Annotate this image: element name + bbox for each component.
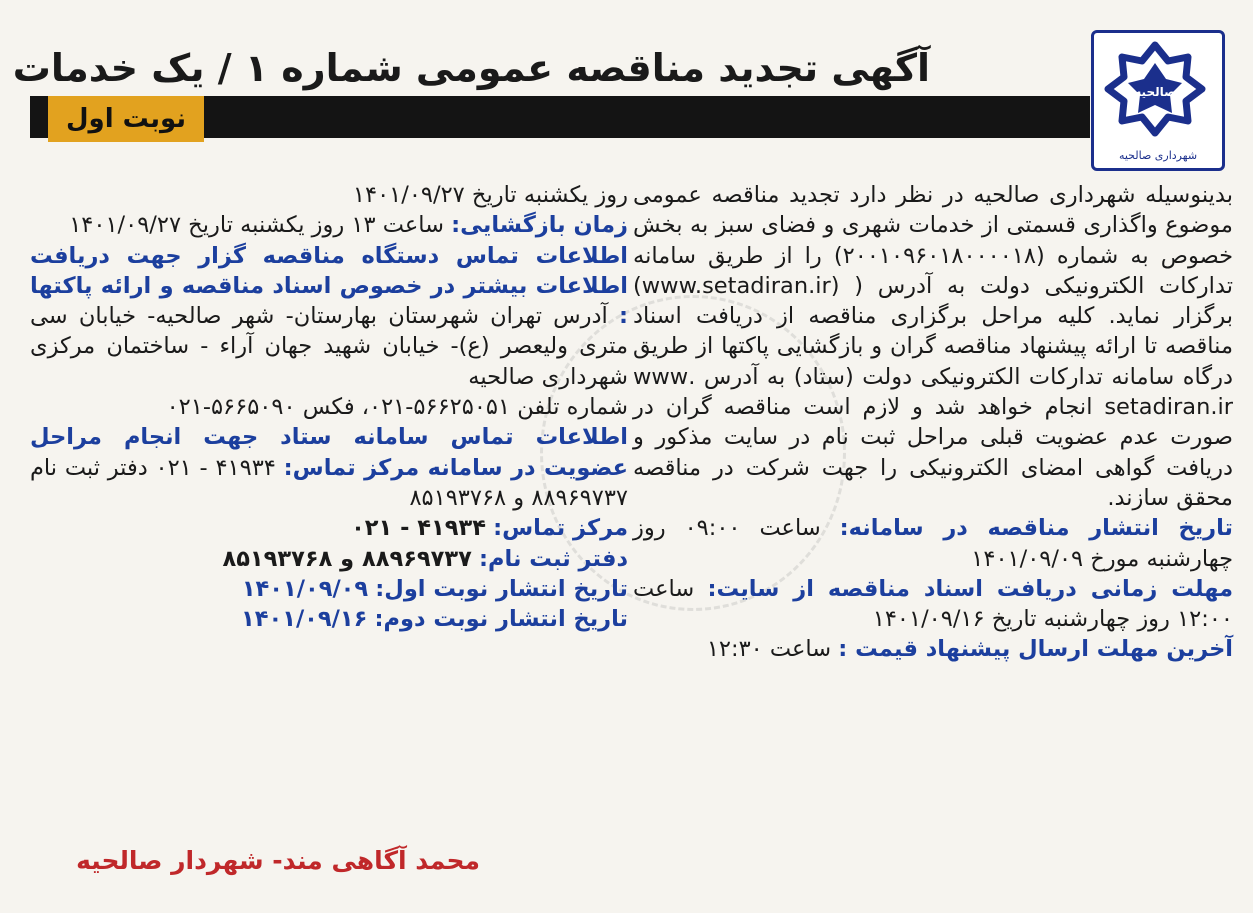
first-publish-value: ۱۴۰۱/۰۹/۰۹ xyxy=(241,575,369,602)
notice-header xyxy=(12,10,1245,178)
setad-contact-paragraph xyxy=(30,422,628,513)
second-publish-label: تاریخ انتشار نوبت دوم: xyxy=(374,606,628,633)
docs-deadline-value: ساعت ۱۲:۰۰ روز چهارشنبه تاریخ ۱۴۰۱/۰۹/۱۶ xyxy=(633,575,1233,633)
docs-deadline-label: مهلت زمانی دریافت اسناد مناقصه از سایت: xyxy=(707,575,1234,602)
registry-line xyxy=(30,544,628,574)
phone-line: شماره تلفن ۵۶۶۲۵۰۵۱-۰۲۱، فکس ۵۶۶۵۰۹۰-۰۲۱ xyxy=(166,394,628,421)
opening-line xyxy=(30,210,628,240)
registry-value: ۸۸۹۶۹۷۳۷ و ۸۵۱۹۳۷۶۸ xyxy=(222,545,472,572)
signer-name: محمد آگاهی مند- شهردار صالحیه xyxy=(76,846,480,875)
contact-label: اطلاعات تماس دستگاه مناقصه گزار جهت دریافت اطلاعات بیشتر در خصوص اسناد مناقصه و ارائه پاکتها : xyxy=(30,242,628,330)
offer-deadline-label: آخرین مهلت ارسال پیشنهاد قیمت : xyxy=(838,636,1233,663)
registry-label: دفتر ثبت نام: xyxy=(479,545,628,572)
offer-deadline-line xyxy=(633,634,1233,664)
right-column xyxy=(633,180,1233,665)
opening-value: ساعت ۱۳ روز یکشنبه تاریخ ۱۴۰۱/۰۹/۲۷ xyxy=(69,212,444,239)
issue-badge: نوبت اول xyxy=(48,96,204,142)
docs-deadline-line xyxy=(633,574,1233,635)
publish-date-label: تاریخ انتشار مناقصه در سامانه: xyxy=(839,515,1234,542)
notice-title: آگهی تجدید مناقصه عمومی شماره ۱ / یک خدمات xyxy=(12,46,930,90)
offer-deadline-continued: روز یکشنبه تاریخ ۱۴۰۱/۰۹/۲۷ xyxy=(352,182,628,208)
second-publish-value: ۱۴۰۱/۰۹/۱۶ xyxy=(241,606,368,633)
contact-address: آدرس تهران شهرستان بهارستان- شهر صالحیه- خیابان سی متری ولیعصر (ع)- خیابان شهید جهان آراء - ساختمان مرکزی شهرداری صالحیه xyxy=(30,303,628,390)
setad-contact-value: ۴۱۹۳۴ - ۰۲۱ دفتر ثبت نام ۸۸۹۶۹۷۳۷ و ۸۵۱۹۳۷۶۸ xyxy=(30,454,628,511)
logo-caption: شهرداری صالحیه xyxy=(1118,149,1198,162)
svg-text:صالحیه: صالحیه xyxy=(1134,85,1176,99)
municipality-logo xyxy=(1091,30,1225,171)
setad-contact-label: اطلاعات تماس سامانه ستاد جهت انجام مراحل عضویت در سامانه مرکز تماس: xyxy=(30,424,628,481)
first-publish-label: تاریخ انتشار نوبت اول: xyxy=(375,575,628,602)
offer-deadline-value: ساعت ۱۲:۳۰ xyxy=(706,636,832,663)
contact-paragraph xyxy=(30,241,628,392)
left-column xyxy=(30,180,628,634)
publish-date-line xyxy=(633,513,1233,574)
second-publish-line xyxy=(30,604,628,634)
call-center-value: ۴۱۹۳۴ - ۰۲۱ xyxy=(351,515,486,542)
call-center-line xyxy=(30,513,628,543)
opening-label: زمان بازگشایی: xyxy=(451,212,628,239)
logo-emblem-icon xyxy=(1104,39,1206,139)
publish-date-value: ساعت ۰۹:۰۰ روز چهارشنبه مورخ ۱۴۰۱/۰۹/۰۹ xyxy=(633,515,1233,572)
first-publish-line xyxy=(30,574,628,604)
call-center-label: مرکز تماس: xyxy=(493,515,628,542)
intro-paragraph: بدینوسیله شهرداری صالحیه در نظر دارد تجدید مناقصه عمومی موضوع واگذاری قسمتی از خدمات شهری و فضای سبز به بخش خصوص به شماره (۲۰۰۱۰۹۶۰۱۸۰۰۰۰۱۸) را از طریق سامانه تدارکات الکترونیکی دولت به آدرس ( (www.setadiran.ir) برگزار نماید. کلیه مراحل برگزاری مناقصه از دریافت اسناد مناقصه تا ارائه پیشنهاد مناقصه گران و بازگشایی پاکتها از طریق درگاه سامانه تدارکات الکترونیکی دولت (ستاد) به آدرس .www setadiran.ir انجام خواهد شد و لازم است مناقصه گران در صورت عدم عضویت قبلی مراحل ثبت نام در سایت مذکور و دریافت گواهی امضای الکترونیکی را جهت شرکت در مناقصه محقق سازند. xyxy=(633,182,1233,511)
